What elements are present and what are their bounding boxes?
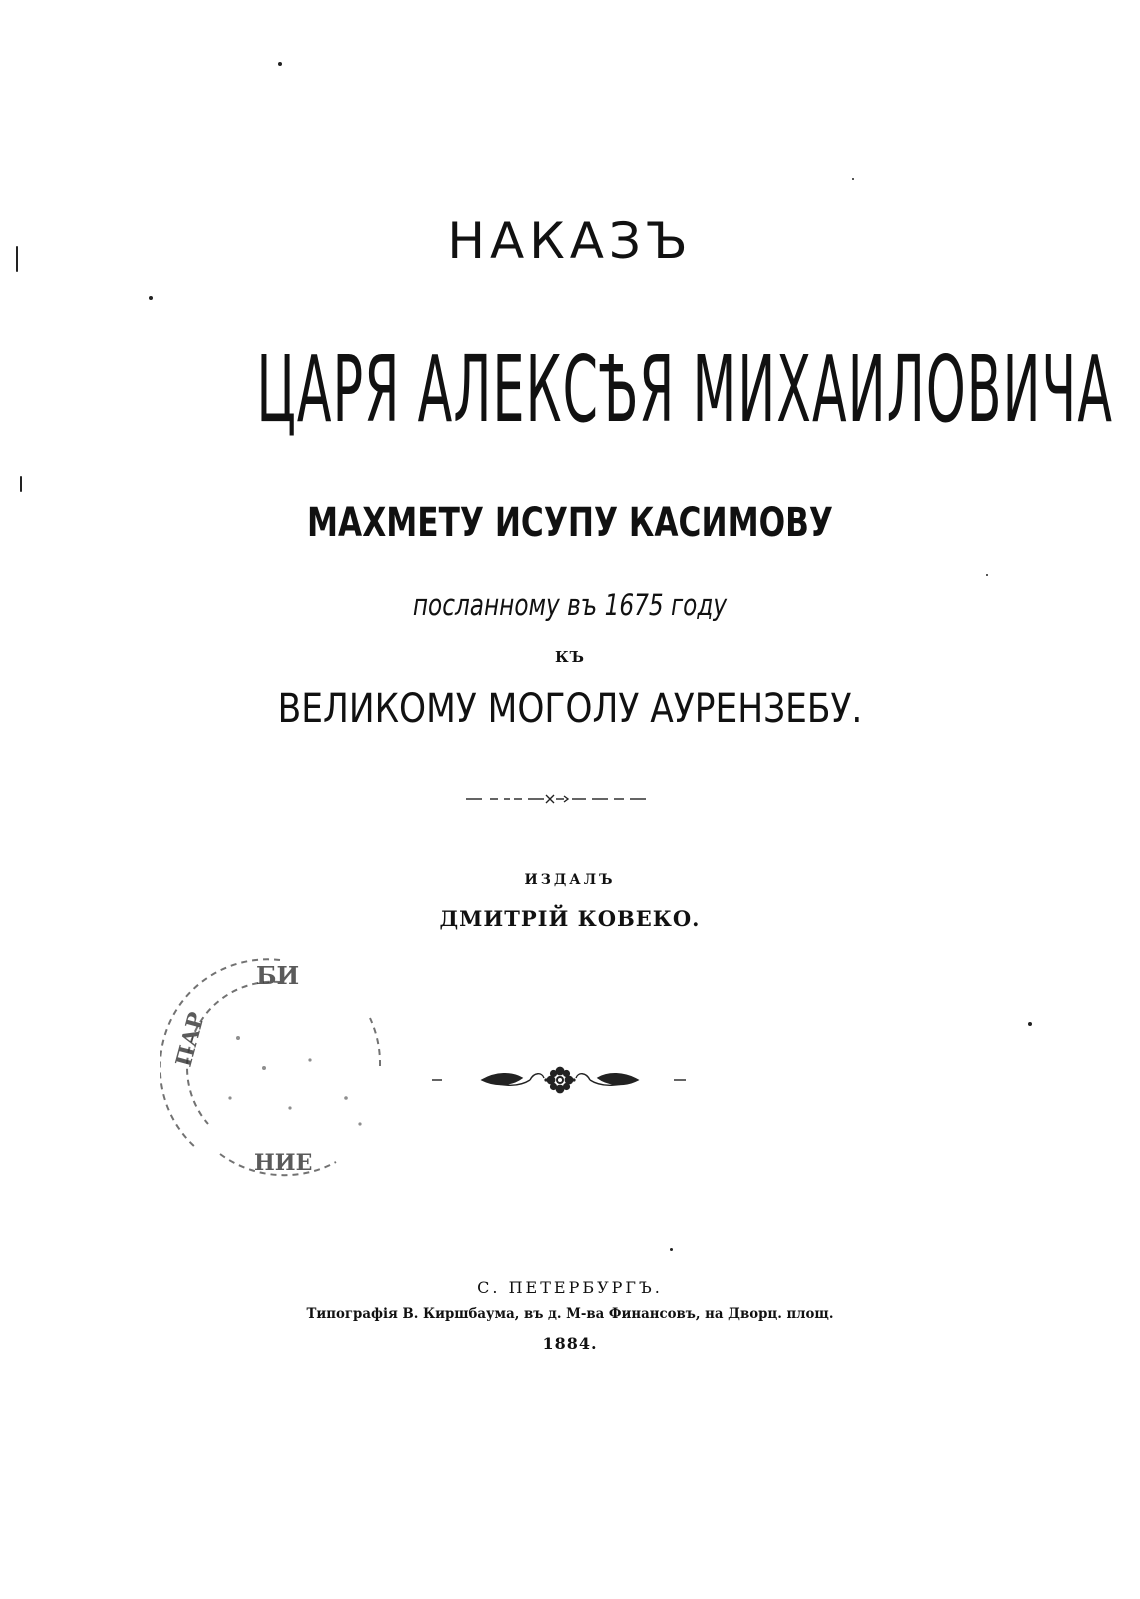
- stamp-label-left: ПАР: [170, 1009, 211, 1070]
- library-stamp-icon: [160, 948, 400, 1188]
- preposition-to: КЪ: [555, 648, 585, 666]
- scan-speck: [852, 178, 854, 180]
- divider-ornament-floral-icon: [430, 1062, 690, 1098]
- author-name: ДМИТРІЙ КОВЕКО.: [439, 906, 701, 931]
- printer-line: Типографія В. Киршбаума, въ д. М-ва Финансовъ, на Дворц. площ.: [306, 1306, 834, 1322]
- scan-speck: [1028, 1022, 1032, 1026]
- published-by-label: ИЗДАЛЪ: [524, 872, 616, 888]
- publication-year: 1884.: [542, 1334, 598, 1353]
- stamp-label-top: БИ: [256, 961, 300, 990]
- scan-speck: [16, 246, 18, 272]
- divider-ornament-small-icon: [460, 788, 660, 810]
- sent-year-line: посланному въ 1675 году: [412, 588, 728, 622]
- book-title: НАКАЗЪ: [447, 212, 693, 270]
- scan-speck: [278, 62, 282, 66]
- scan-speck: [149, 296, 153, 300]
- recipient-name: ВЕЛИКОМУ МОГОЛУ АУРЕНЗЕБУ.: [277, 686, 863, 732]
- tsar-name: ЦАРЯ АЛЕКСѢЯ МИХАИЛОВИЧА: [256, 336, 1114, 443]
- scan-speck: [670, 1248, 673, 1251]
- city-name: С. ПЕТЕРБУРГЪ.: [477, 1278, 663, 1297]
- addressee-name: МАХМЕТУ ИСУПУ КАСИМОВУ: [307, 500, 833, 546]
- scan-speck: [20, 476, 22, 492]
- stamp-label-bottom: НИЕ: [254, 1150, 313, 1176]
- scan-speck: [986, 574, 988, 576]
